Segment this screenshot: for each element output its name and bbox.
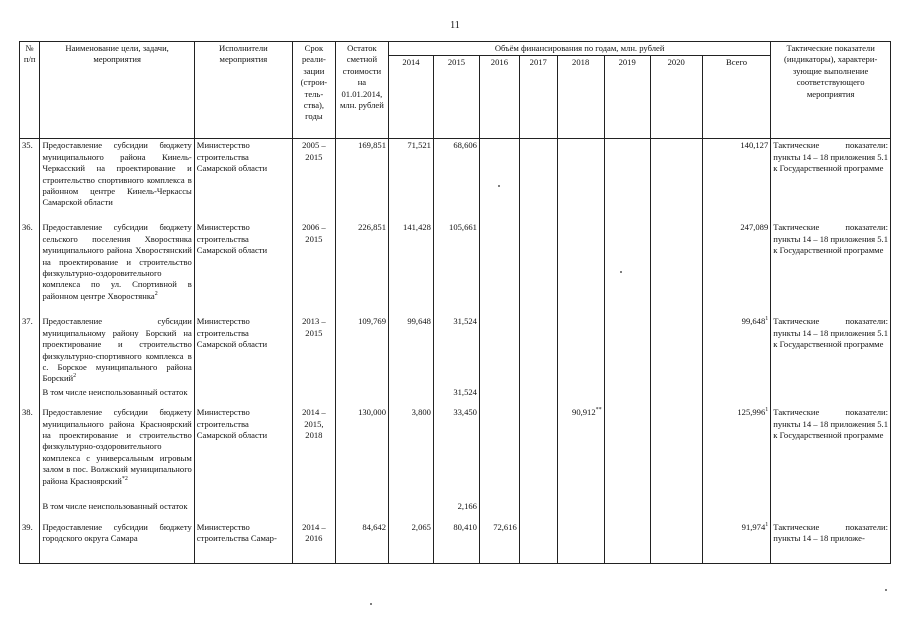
row-2014: 71,521 (389, 139, 434, 222)
header-name: Наименование цели, задачи, мероприятия (40, 42, 194, 139)
row-name: Предоставление субсидии бюджету муниципального района Красноярский на проектирование и строительство физкультурно-оздоровительного комплекса с универсальным игровым залом в пос. Волжский муниципального района Красноярский$^{*2}$ (40, 399, 194, 500)
row-2016 (479, 315, 519, 385)
row-balance: 109,769 (335, 315, 388, 385)
row-2014: 2,065 (389, 514, 434, 564)
row-2016 (479, 221, 519, 315)
header-year-2019: 2019 (604, 56, 650, 139)
scan-speck (885, 589, 887, 591)
header-year-2018: 2018 (557, 56, 604, 139)
table-row (20, 514, 891, 564)
row-2019 (604, 139, 650, 222)
row-2015: 31,524 (433, 315, 479, 385)
row-num: 36. (20, 221, 40, 315)
scan-speck (498, 185, 500, 187)
row-2016: 72,616 (479, 514, 519, 564)
row-name: Предоставление субсидии бюджету сельского поселения Хворостянка муниципального района Хворостянский на проектирование и строительство физкультурно-оздоровительного комплекса по ул. Спортивной в районном центре Хворостянка$^2$ (40, 221, 194, 315)
row-executor: Министерство строительства Самарской области (194, 399, 292, 500)
row-total: 140,127 (702, 139, 771, 222)
row-2020 (650, 315, 702, 385)
row-2014: 141,428 (389, 221, 434, 315)
row-total: 91,974$^1$ (702, 514, 771, 564)
header-year-2017: 2017 (519, 56, 557, 139)
row-balance: 84,642 (335, 514, 388, 564)
row-2017 (519, 139, 557, 222)
page-number: 11 (450, 20, 460, 31)
row-executor: Министерство строительства Самарской области (194, 139, 292, 222)
row-2015: 80,410 (433, 514, 479, 564)
table-body (20, 139, 891, 563)
row-2019 (604, 221, 650, 315)
row-2015: 33,450 (433, 399, 479, 500)
table-row-remainder (20, 500, 891, 513)
table-header (20, 42, 891, 139)
row-2018: 90,912** (557, 399, 604, 500)
row-indicators: Тактические показатели: пункты 14 – 18 приложе- (771, 514, 891, 564)
row-2015: 68,606 (433, 139, 479, 222)
row-name: В том числе неиспользованный остаток (40, 500, 194, 513)
row-balance: 130,000 (335, 399, 388, 500)
row-2019 (604, 399, 650, 500)
row-2020 (650, 221, 702, 315)
scan-speck (370, 603, 372, 605)
row-2020 (650, 514, 702, 564)
header-year-2020: 2020 (650, 56, 702, 139)
row-num: 37. (20, 315, 40, 385)
row-2018 (557, 315, 604, 385)
row-2019 (604, 514, 650, 564)
row-2015: 2,166 (433, 500, 479, 513)
row-name: Предоставление субсидии бюджету городского округа Самара (40, 514, 194, 564)
row-executor: Министерство строительства Самарской области (194, 315, 292, 385)
header-total: Всего (702, 56, 771, 139)
header-funding-title: Объём финансирования по годам, млн. рублей (389, 42, 771, 56)
row-term: 2005 – 2015 (292, 139, 335, 222)
row-term: 2013 – 2015 (292, 315, 335, 385)
row-2017 (519, 399, 557, 500)
row-indicators: Тактические показатели: пункты 14 – 18 приложения 5.1 к Государственной программе (771, 399, 891, 500)
row-2018 (557, 514, 604, 564)
row-term: 2006 – 2015 (292, 221, 335, 315)
row-2017 (519, 221, 557, 315)
table-row (20, 399, 891, 500)
row-num: 35. (20, 139, 40, 222)
row-name: Предоставление субсидии муниципальному району Борский на проектирование и строительство физкультурно-спортивного комплекса в с. Борское муниципального района Борский$^2$ (40, 315, 194, 385)
row-2016 (479, 139, 519, 222)
header-term: Срок реали-зации (строи-тель-ства), годы (292, 42, 335, 139)
row-indicators: Тактические показатели: пункты 14 – 18 приложения 5.1 к Государственной программе (771, 139, 891, 222)
header-num: № п/п (20, 42, 40, 139)
row-2014: 99,648 (389, 315, 434, 385)
table-row (20, 315, 891, 385)
row-2019 (604, 315, 650, 385)
funding-table (19, 41, 891, 564)
row-2017 (519, 514, 557, 564)
row-name: В том числе неиспользованный остаток (40, 386, 194, 399)
header-year-2014: 2014 (389, 56, 434, 139)
row-balance: 169,851 (335, 139, 388, 222)
row-2017 (519, 315, 557, 385)
row-2015: 105,661 (433, 221, 479, 315)
header-balance: Остаток сметной стоимости на 01.01.2014, млн. рублей (335, 42, 388, 139)
row-term: 2014 – 2016 (292, 514, 335, 564)
row-executor: Министерство строительства Самар- (194, 514, 292, 564)
row-2016 (479, 399, 519, 500)
row-total: 99,648$^1$ (702, 315, 771, 385)
row-indicators: Тактические показатели: пункты 14 – 18 приложения 5.1 к Государственной программе (771, 221, 891, 315)
row-2015: 31,524 (433, 386, 479, 399)
row-term: 2014 – 2015, 2018 (292, 399, 335, 500)
row-total: 125,996$^1$ (702, 399, 771, 500)
table-row (20, 139, 891, 222)
header-year-2016: 2016 (479, 56, 519, 139)
row-2018 (557, 139, 604, 222)
table-row (20, 221, 891, 315)
header-executors: Исполнители мероприятия (194, 42, 292, 139)
row-num: 38. (20, 399, 40, 500)
table-row-remainder (20, 386, 891, 399)
row-2020 (650, 399, 702, 500)
row-2020 (650, 139, 702, 222)
row-executor: Министерство строительства Самарской области (194, 221, 292, 315)
scan-speck (620, 271, 622, 273)
header-year-2015: 2015 (433, 56, 479, 139)
header-indicators: Тактические показатели (индикаторы), характери-зующие выполнение соответствующего мероприятия (771, 42, 891, 139)
row-name: Предоставление субсидии бюджету муниципального района Кинель-Черкасский на проектирование и строительство спортивного комплекса в районном центре Кинель-Черкассы Самарской области (40, 139, 194, 222)
row-2014: 3,800 (389, 399, 434, 500)
row-indicators: Тактические показатели: пункты 14 – 18 приложения 5.1 к Государственной программе (771, 315, 891, 385)
row-num: 39. (20, 514, 40, 564)
row-balance: 226,851 (335, 221, 388, 315)
row-2018 (557, 221, 604, 315)
row-total: 247,089 (702, 221, 771, 315)
